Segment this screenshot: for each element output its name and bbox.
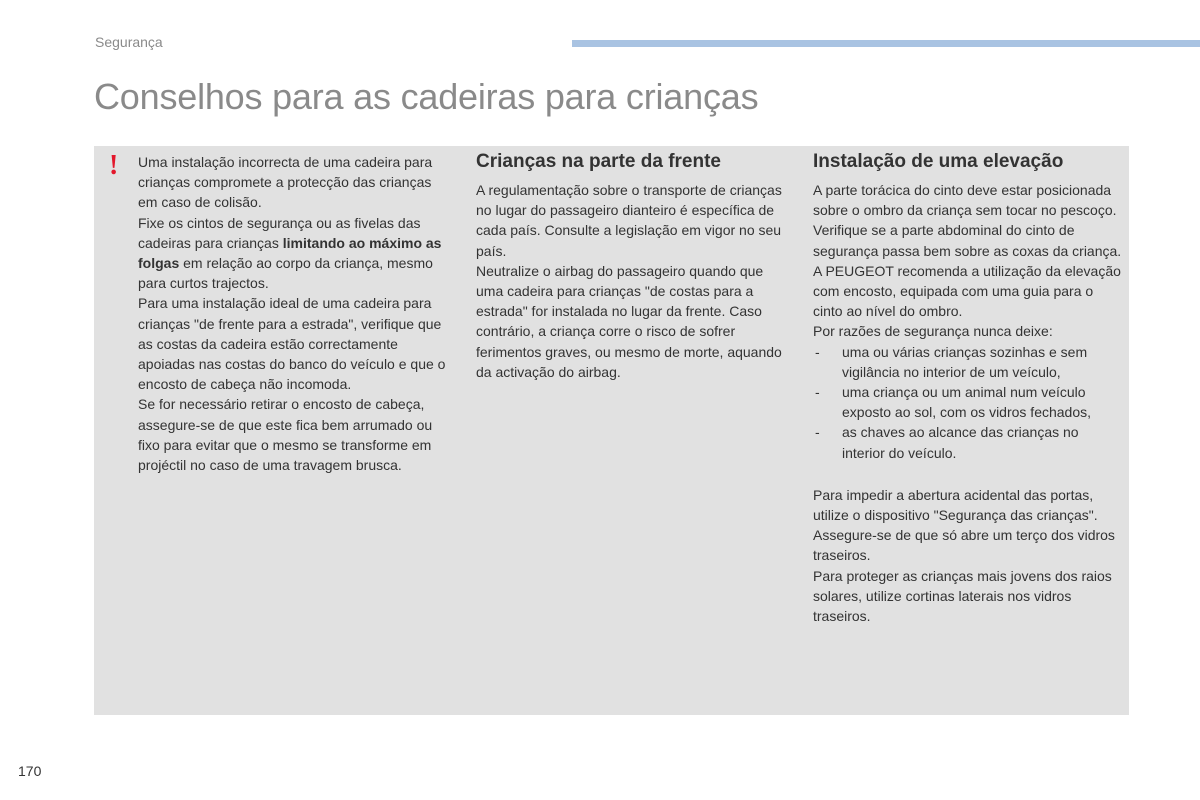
front-seat-column [476, 150, 786, 382]
booster-paragraph: Por razões de segurança nunca deixe: [813, 323, 1053, 340]
booster-paragraph: Para impedir a abertura acidental das portas, utilize o dispositivo "Segurança das crianças". [813, 486, 1098, 524]
front-seat-paragraph: Neutralize o airbag do passageiro quando que uma cadeira para crianças "de costas para a estrada" for instalada no lugar da frente. Caso contrário, a criança corre o risco de sofrer ferimentos graves, ou mesmo de morte, aquando da activação do airbag. [476, 262, 782, 380]
booster-paragraph: Para proteger as crianças mais jovens dos raios solares, utilize cortinas laterais nos vidros traseiros. [813, 567, 1112, 625]
never-leave-list [813, 342, 1123, 463]
booster-column [813, 150, 1123, 626]
booster-paragraph: A parte torácica do cinto deve estar posicionada sobre o ombro da criança sem tocar no pescoço. [813, 182, 1117, 219]
exclamation-icon: ! [109, 150, 119, 181]
front-seat-heading: Crianças na parte da frente [476, 151, 721, 172]
list-item: - uma ou várias crianças sozinhas e sem vigilância no interior de um veículo, [813, 342, 1123, 382]
warning-paragraph: Uma instalação incorrecta de uma cadeira para crianças compromete a protecção das crianças em caso de colisão. [138, 154, 433, 211]
page-number: 170 [18, 763, 42, 779]
warning-paragraph: Se for necessário retirar o encosto de cabeça, assegure-se de que este fica bem arrumado ou fixo para evitar que o mesmo se transforme em projéctil no caso de uma travagem brusca. [138, 396, 433, 474]
emphasis-text: limitando ao máximo as folgas [138, 234, 442, 272]
warning-paragraph: Fixe os cintos de segurança ou as fivelas das cadeiras para crianças limitando ao máximo as folgas em relação ao corpo da criança, mesmo para curtos trajectos. [138, 214, 442, 292]
booster-paragraph: Assegure-se de que só abre um terço dos vidros traseiros. [813, 527, 1115, 564]
list-item: - as chaves ao alcance das crianças no interior do veículo. [813, 422, 1123, 462]
list-item: - uma criança ou um animal num veículo exposto ao sol, com os vidros fechados, [813, 382, 1123, 422]
content-panel [94, 146, 1129, 715]
front-seat-paragraph: A regulamentação sobre o transporte de crianças no lugar do passageiro dianteiro é específica de cada país. Consulte a legislação em vigor no seu país. [476, 182, 782, 259]
booster-heading: Instalação de uma elevação [813, 151, 1064, 172]
warning-paragraph: Para uma instalação ideal de uma cadeira para crianças "de frente para a estrada", verifique que as costas da cadeira estão correctamente apoiadas nas costas do banco do veículo e que o encosto de cabeça não incomoda. [138, 295, 446, 393]
booster-paragraph: A PEUGEOT recomenda a utilização da elevação com encosto, equipada com uma guia para o cinto ao nível do ombro. [813, 262, 1121, 320]
section-label: Segurança [95, 34, 163, 50]
warning-column [138, 152, 448, 475]
page-title: Conselhos para as cadeiras para crianças [94, 76, 759, 117]
spacer [813, 463, 1123, 485]
booster-paragraph: Verifique se a parte abdominal do cinto de segurança passa bem sobre as coxas da criança. [813, 222, 1122, 259]
header-accent-bar [572, 40, 1200, 47]
